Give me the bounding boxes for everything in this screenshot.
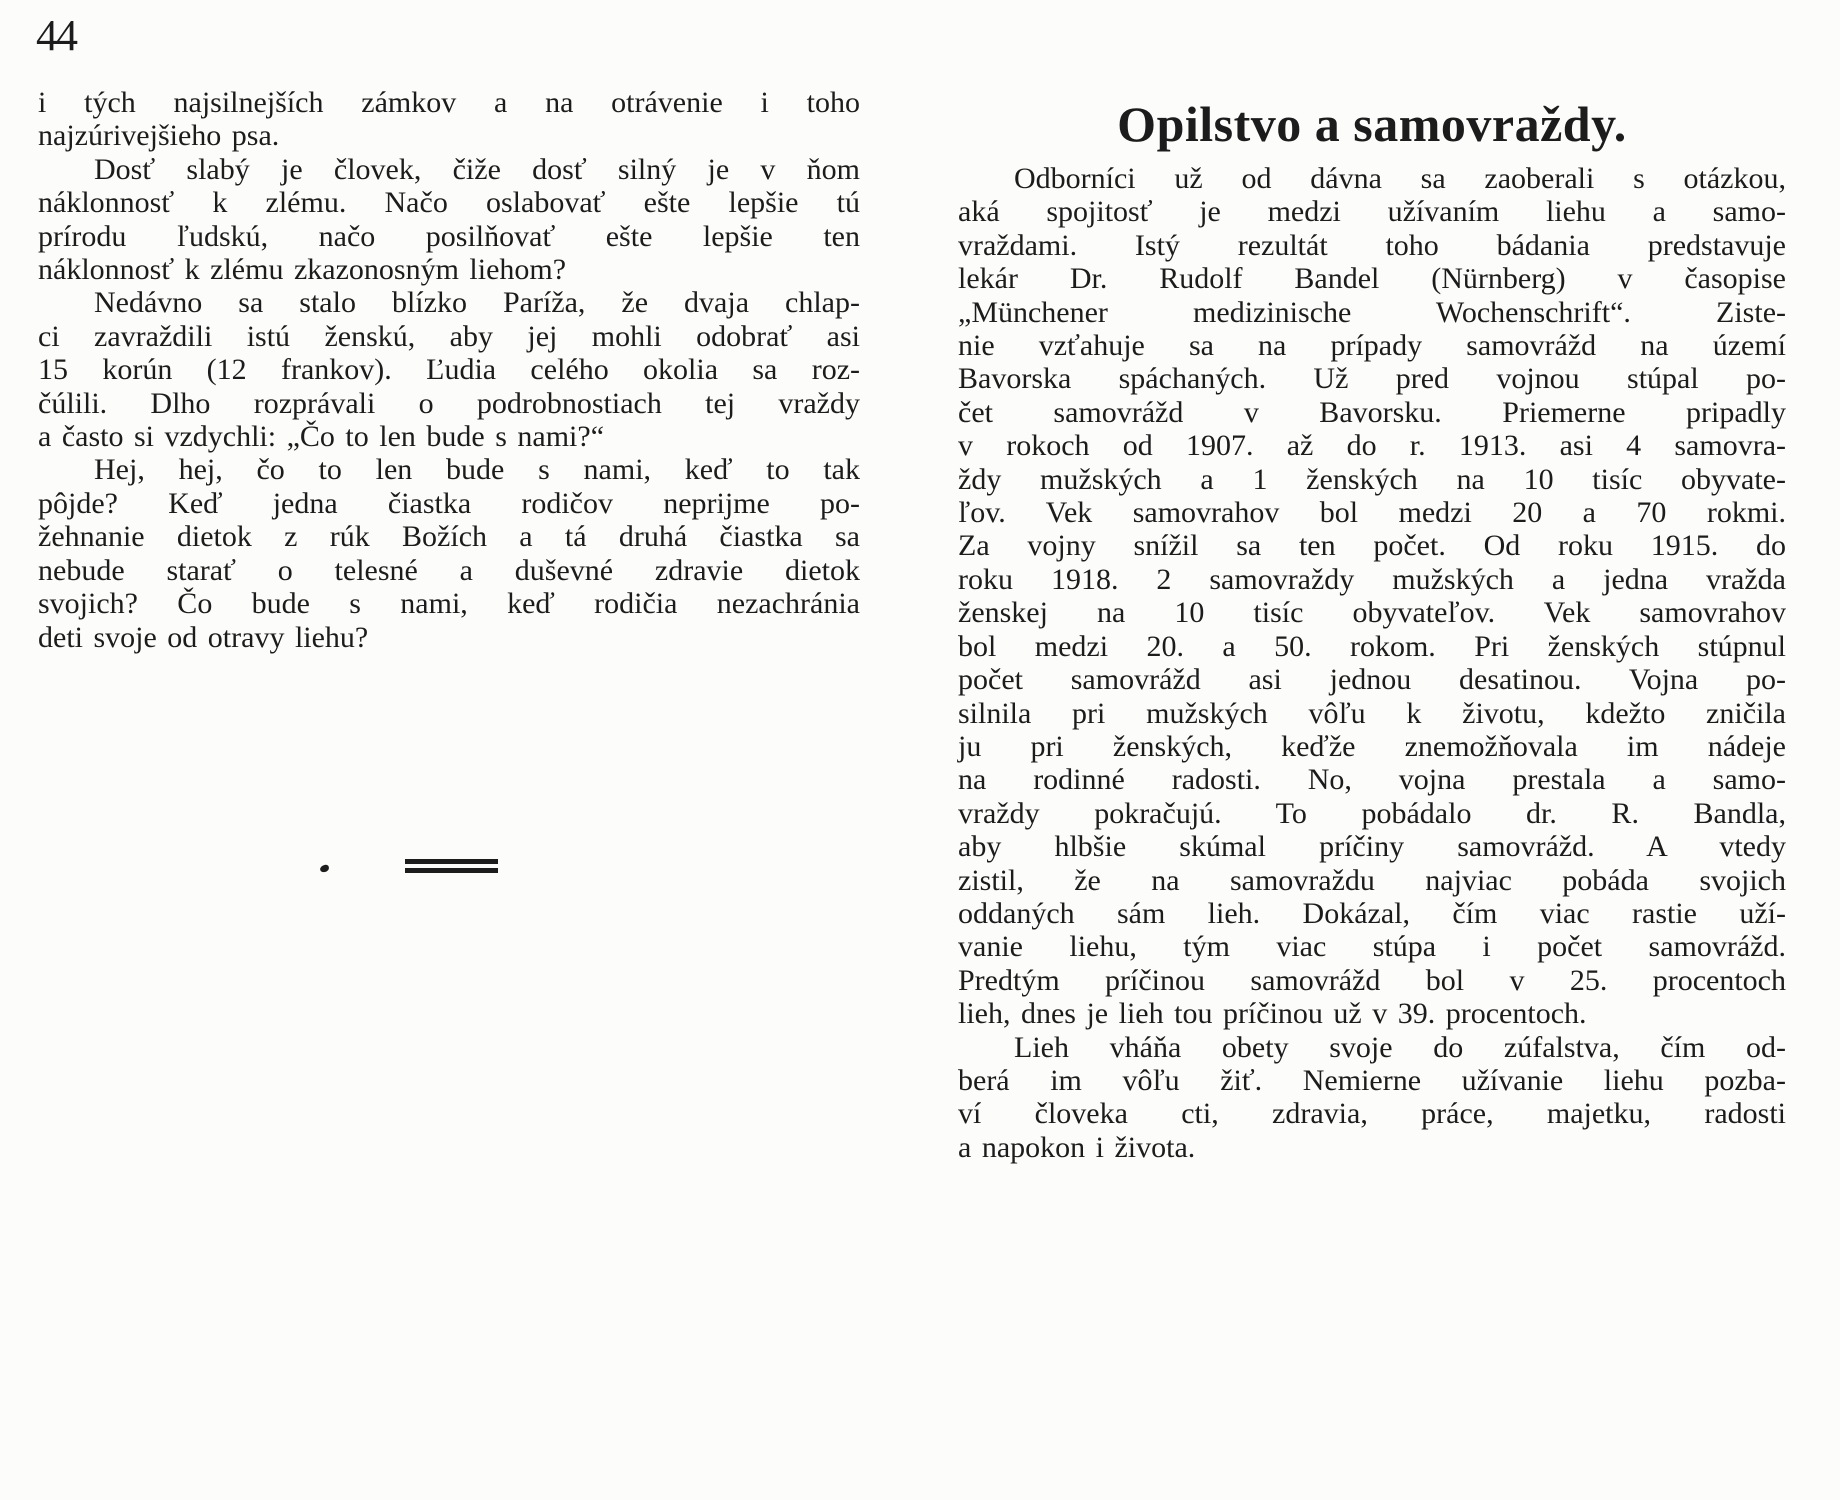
text-line: oddaných sám lieh. Dokázal, čím viac rastie uží- xyxy=(958,896,1786,930)
text-line: čet samovrážd v Bavorsku. Priemerne pripadly xyxy=(958,395,1786,429)
right-column-text xyxy=(958,162,1786,1164)
text-line: vraždy pokračujú. To pobádalo dr. R. Bandla, xyxy=(958,796,1786,830)
text-line: najzúrivejšieho psa. xyxy=(38,119,280,153)
text-line: roku 1918. 2 samovraždy mužských a jedna vražda xyxy=(958,562,1786,596)
text-line: Bavorska spáchaných. Už pred vojnou stúpal po- xyxy=(958,362,1786,396)
text-line: a napokon i života. xyxy=(958,1130,1196,1164)
text-line: zistil, že na samovraždu najviac pobáda svojich xyxy=(958,863,1786,897)
left-column xyxy=(38,86,860,654)
article-title: Opilstvo a samovraždy. xyxy=(1117,96,1627,152)
text-line: čúlili. Dlho rozprávali o podrobnostiach tej vraždy xyxy=(38,386,860,420)
text-line: berá im vôľu žiť. Nemierne užívanie liehu pozba- xyxy=(958,1063,1786,1097)
text-line: deti svoje od otravy liehu? xyxy=(38,620,369,654)
text-line: aby hlbšie skúmal príčiny samovrážd. A vtedy xyxy=(958,830,1786,864)
text-line: vanie liehu, tým viac stúpa i počet samovrážd. xyxy=(958,930,1786,964)
text-line: Nedávno sa stalo blízko Paríža, že dvaja chlap- xyxy=(94,286,860,320)
text-line: i tých najsilnejších zámkov a na otrávenie i toho xyxy=(38,86,860,119)
paragraph xyxy=(38,153,860,287)
text-line: aká spojitosť je medzi užívaním liehu a samo- xyxy=(958,195,1786,229)
text-line: vraždami. Istý rezultát toho bádania predstavuje xyxy=(958,228,1786,262)
paragraph xyxy=(38,453,860,653)
page-number: 44 xyxy=(36,11,76,60)
text-line: silnila pri mužských vôľu k životu, kdežto zničila xyxy=(958,696,1786,730)
text-line: Predtým príčinou samovrážd bol v 25. procentoch xyxy=(958,963,1786,997)
text-line: nebude starať o telesné a duševné zdravie dietok xyxy=(38,553,860,587)
paragraph xyxy=(38,86,860,153)
text-line: lieh, dnes je lieh tou príčinou už v 39. procentoch. xyxy=(958,997,1587,1031)
text-line: pôjde? Keď jedna čiastka rodičov neprijme po- xyxy=(38,486,860,520)
text-line: 15 korún (12 frankov). Ľudia celého okolia sa roz- xyxy=(38,353,860,387)
text-line: Za vojny snížil sa ten počet. Od roku 1915. do xyxy=(958,529,1786,563)
text-line: „Münchener medizinische Wochenschrift“. Ziste- xyxy=(958,295,1786,329)
text-line: Odborníci už od dávna sa zaoberali s otázkou, xyxy=(1014,162,1786,195)
paragraph xyxy=(38,286,860,453)
text-line: bol medzi 20. a 50. rokom. Pri ženských stúpnul xyxy=(958,629,1786,663)
paragraph xyxy=(958,162,1786,1031)
text-line: náklonnosť k zlému. Načo oslabovať ešte lepšie tú xyxy=(38,186,860,220)
text-line: ví človeka cti, zdravia, práce, majetku, radosti xyxy=(958,1097,1786,1131)
left-column-text xyxy=(38,86,860,654)
text-line: počet samovrážd asi jednou desatinou. Vojna po- xyxy=(958,663,1786,697)
text-line: a často si vzdychli: „Čo to len bude s nami?“ xyxy=(38,420,605,454)
text-line: žehnanie dietok z rúk Božích a tá druhá čiastka sa xyxy=(38,520,860,554)
text-line: ľov. Vek samovrahov bol medzi 20 a 70 rokmi. xyxy=(958,496,1786,530)
text-line: prírodu ľudskú, načo posilňovať ešte lepšie ten xyxy=(38,219,860,253)
text-line: Hej, hej, čo to len bude s nami, keď to tak xyxy=(94,453,860,487)
text-line: lekár Dr. Rudolf Bandel (Nürnberg) v časopise xyxy=(958,262,1786,296)
text-line: ci zavraždili istú ženskú, aby jej mohli odobrať asi xyxy=(38,319,860,353)
paragraph xyxy=(958,1031,1786,1165)
ink-dot xyxy=(319,864,329,873)
text-line: Dosť slabý je človek, čiže dosť silný je v ňom xyxy=(94,152,860,186)
text-line: svojich? Čo bude s nami, keď rodičia nezachránia xyxy=(38,587,860,621)
text-line: ju pri ženských, keďže znemožňovala im nádeje xyxy=(958,729,1786,763)
text-line: v rokoch od 1907. až do r. 1913. asi 4 samovra- xyxy=(958,429,1786,463)
text-line: nie vzťahuje sa na prípady samovrážd na území xyxy=(958,329,1786,363)
text-line: Lieh vháňa obety svoje do zúfalstva, čím od- xyxy=(1014,1030,1786,1064)
text-line: náklonnosť k zlému zkazonosným liehom? xyxy=(38,253,567,287)
section-divider xyxy=(405,859,498,873)
text-line: ždy mužských a 1 ženských na 10 tisíc obyvate- xyxy=(958,462,1786,496)
right-column xyxy=(958,98,1786,1164)
text-line: na rodinné radosti. No, vojna prestala a samo- xyxy=(958,763,1786,797)
text-line: ženskej na 10 tisíc obyvateľov. Vek samovrahov xyxy=(958,596,1786,630)
